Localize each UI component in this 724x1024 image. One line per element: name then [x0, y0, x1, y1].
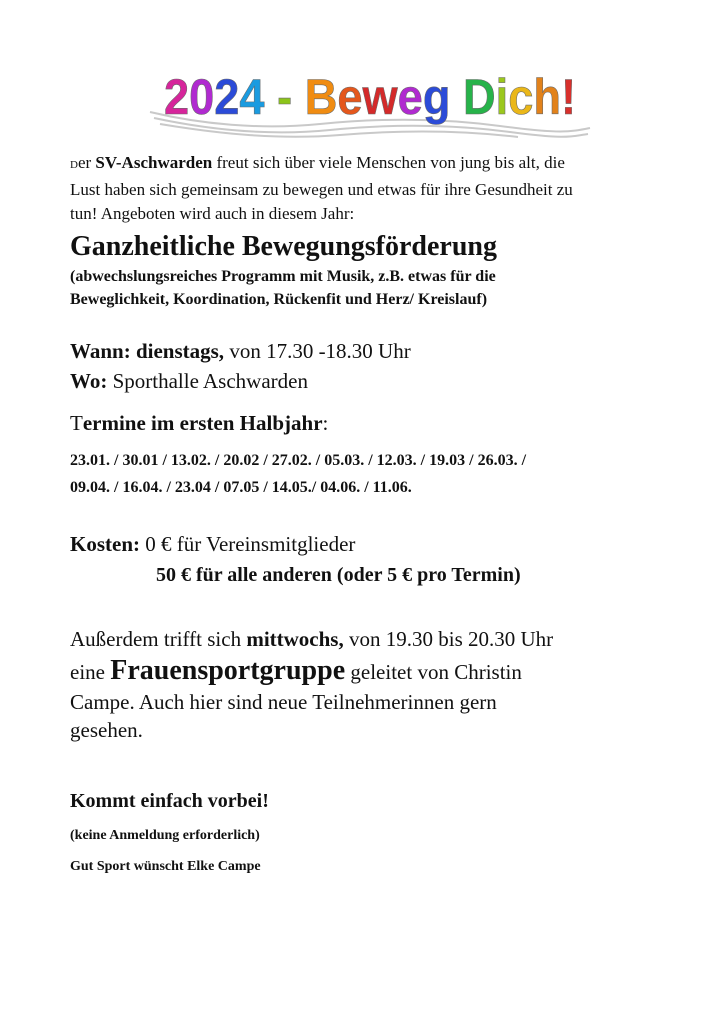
intro-line-2: Lust haben sich gemeinsam zu bewegen und etwas für ihre Gesundheit zu: [70, 180, 573, 199]
women-line-1: Außerdem trifft sich mittwochs, von 19.30 bis 20.30 Uhr: [70, 627, 554, 651]
title-banner: [140, 62, 600, 142]
club-name: SV-Aschwarden: [95, 153, 213, 172]
women-line-4: gesehen.: [70, 718, 143, 742]
womens-group-name: Frauensportgruppe: [110, 655, 346, 686]
closing-note: (keine Anmeldung erforderlich): [70, 828, 260, 843]
women-line-3: Campe. Auch hier sind neue Teilnehmerinnen gern: [70, 690, 497, 714]
dates-line-2: 09.04. / 16.04. / 23.04 / 07.05 / 14.05./ 04.06. / 11.06.: [70, 479, 412, 496]
costs-members: Kosten: 0 € für Vereinsmitglieder: [70, 532, 356, 556]
intro-line-3: tun! Angeboten wird auch in diesem Jahr:: [70, 204, 355, 223]
closing-headline: Kommt einfach vorbei!: [70, 790, 269, 812]
banner-title: 2024 - Beweg Dich!: [164, 69, 578, 125]
offer-description-2: Beweglichkeit, Koordination, Rückenfit und Herz/ Kreislauf): [70, 291, 488, 308]
closing-signature: Gut Sport wünscht Elke Campe: [70, 859, 261, 874]
dates-line-1: 23.01. / 30.01 / 13.02. / 20.02 / 27.02. / 05.03. / 12.03. / 19.03 / 26.03. /: [70, 452, 527, 469]
dates-heading: Termine im ersten Halbjahr:: [70, 411, 329, 435]
where-line: Wo: Sporthalle Aschwarden: [70, 369, 308, 393]
intro-line-1: Der SV-Aschwarden freut sich über viele Menschen von jung bis alt, die: [70, 153, 565, 172]
costs-others: 50 € für alle anderen (oder 5 € pro Termin): [156, 564, 521, 586]
when-line: Wann: dienstags, von 17.30 -18.30 Uhr: [70, 339, 411, 363]
women-line-2: eine Frauensportgruppe geleitet von Christin: [70, 655, 522, 686]
offer-heading: Ganzheitliche Bewegungsförderung: [70, 231, 497, 262]
offer-description-1: (abwechslungsreiches Programm mit Musik, z.B. etwas für die: [70, 268, 496, 285]
